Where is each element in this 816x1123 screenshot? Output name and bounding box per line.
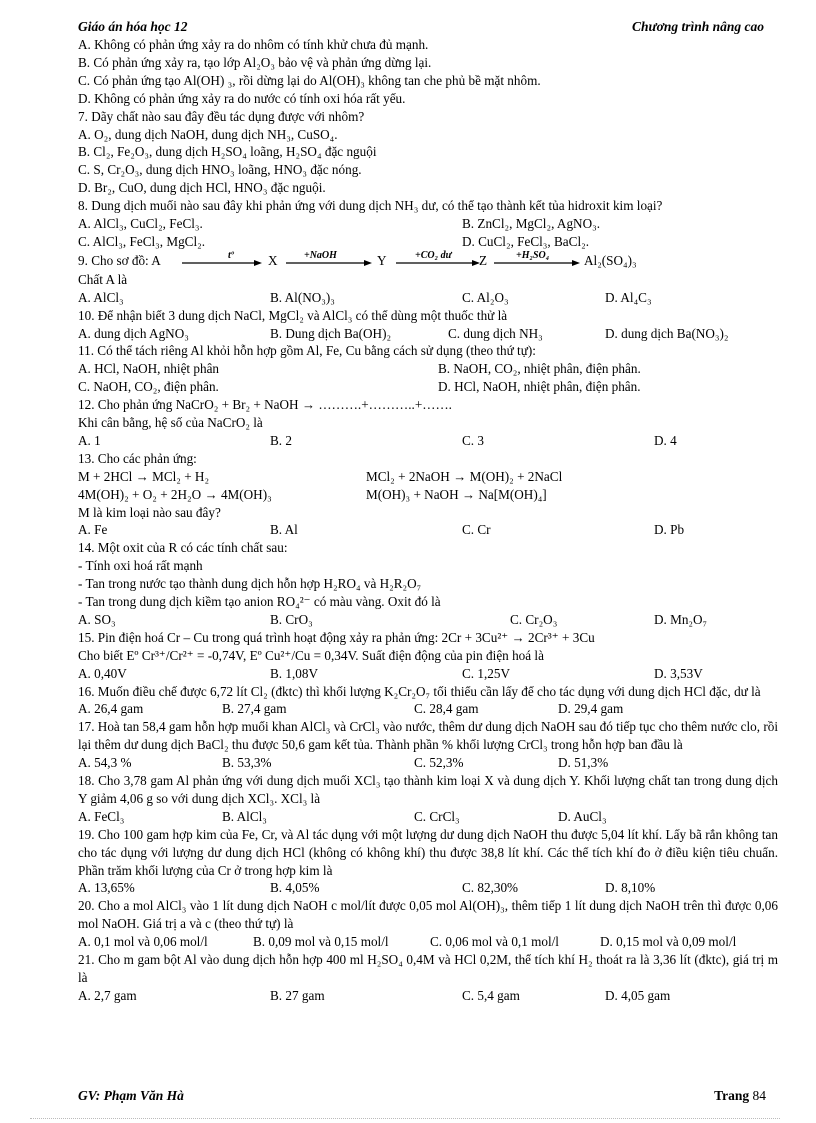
options-row [78, 933, 778, 951]
option-a: A. Fe [78, 522, 108, 538]
scheme-label: 9. Cho sơ đồ: A [78, 252, 161, 268]
option-c: C. dung dịch NH₃ [448, 325, 543, 341]
text-line: C. Có phản ứng tạo Al(OH) ₃, rồi dừng lại do Al(OH)₃ không tan che phủ bề mặt nhôm. [78, 72, 541, 88]
option: D. Br₂, CuO, dung dịch HCl, HNO₃ đặc nguội. [78, 180, 326, 196]
footer-author: GV: Phạm Văn Hà [78, 1088, 184, 1103]
options-row [78, 325, 778, 343]
option-d: D. 51,3% [558, 755, 609, 771]
bottom-divider [30, 1118, 780, 1119]
option-c: C. 82,30% [462, 880, 519, 896]
option-d: D. 0,15 mol và 0,09 mol/l [600, 934, 737, 950]
option-d: D. Mn₂O₇ [654, 611, 708, 627]
options-row [78, 289, 778, 307]
page-label: Trang [714, 1088, 750, 1103]
options-row [78, 215, 778, 233]
option-a: A. AlCl₃, CuCl₂, FeCl₃. [78, 216, 203, 232]
question-18: 18. Cho 3,78 gam Al phản ứng với dung dịch muối XCl₃ tạo thành kim loại X và dung dịch Y. Khối lượng chất tan trong dung dịch Y giảm 4,06 g so với dung dịch XCl₃. XCl₃ là [78, 773, 778, 806]
options-row [78, 378, 778, 396]
option-a: A. 2,7 gam [78, 987, 137, 1003]
option-d: D. HCl, NaOH, nhiệt phân, điện phân. [438, 379, 641, 395]
option-c: C. 1,25V [462, 665, 510, 681]
option-a: A. AlCl₃ [78, 289, 124, 305]
option-a: A. 0,40V [78, 665, 127, 681]
question-20: 20. Cho a mol AlCl₃ vào 1 lít dung dịch NaOH c mol/lít được 0,05 mol Al(OH)₃, thêm tiếp 1 lít dung dịch NaOH trên thì được 0,06 mol NaOH. Giá trị a và c (theo thứ tự) là [78, 898, 778, 932]
option-c: C. AlCl₃, FeCl₃, MgCl₂. [78, 233, 206, 249]
options-row [78, 665, 778, 683]
option-c: C. Cr₂O₃ [510, 611, 558, 627]
options-row [78, 808, 778, 826]
option-c: C. 5,4 gam [462, 987, 520, 1003]
question-15: 15. Pin điện hoá Cr – Cu trong quá trình hoạt động xảy ra phản ứng: 2Cr + 3Cu²⁺ → 2Cr³⁺ + 3Cu [78, 629, 595, 645]
option-d: D. dung dịch Ba(NO₃)₂ [605, 325, 729, 341]
text-line: B. Có phản ứng xảy ra, tạo lớp Al₂O₃ bảo vệ và phản ứng dừng lại. [78, 54, 432, 70]
option-b: B. CrO₃ [270, 611, 313, 627]
question-8: 8. Dung dịch muối nào sau đây khi phản ứng với dung dịch NH₃ dư, có thể tạo thành kết tủa hidroxit kim loại? [78, 198, 663, 214]
arrow-label: +CO₂ dư [415, 249, 452, 261]
options-row [78, 987, 778, 1005]
question-19: 19. Cho 100 gam hợp kim của Fe, Cr, và Al tác dụng với một lượng dư dung dịch NaOH thu được 5,04 lít khí. Lấy bã rắn không tan cho tác dụng với lượng dư dung dịch HCl (không có không khí) thu được 38,8 lít khí. Các thể tích khí đo ở điều kiện tiêu chuẩn. Phần trăm khối lượng của Cr ở trong hợp kim là [78, 826, 778, 878]
option-a: A. 0,1 mol và 0,06 mol/l [78, 934, 208, 950]
options-row [78, 700, 778, 718]
question-13: 13. Cho các phản ứng: [78, 450, 197, 466]
option-c: C. Cr [462, 522, 491, 538]
option-d: D. Al₄C₃ [605, 289, 652, 305]
option-b: B. NaOH, CO₂, nhiệt phân, điện phân. [438, 361, 641, 377]
property: - Tan trong nước tạo thành dung dịch hỗn hợp H₂RO₄ và H₂R₂O₇ [78, 576, 422, 592]
option-b: B. 0,09 mol và 0,15 mol/l [253, 934, 389, 950]
option-a: A. dung dịch AgNO₃ [78, 325, 189, 341]
text-line: A. Không có phản ứng xảy ra do nhôm có tính khử chưa đủ mạnh. [78, 37, 429, 52]
reaction: MCl₂ + 2NaOH → M(OH)₂ + 2NaCl [366, 468, 563, 484]
option-b: B. ZnCl₂, MgCl₂, AgNO₃. [462, 216, 600, 232]
page-header [78, 18, 778, 36]
text-line: D. Không có phản ứng xảy ra do nước có tính oxi hóa rất yếu. [78, 90, 406, 106]
option-c: C. 28,4 gam [414, 701, 479, 717]
option-a: A. 1 [78, 432, 101, 448]
option: C. S, Cr₂O₃, dung dịch HNO₃ loãng, HNO₃ đặc nóng. [78, 162, 362, 178]
option-c: C. CrCl₃ [414, 808, 460, 824]
arrow-icon [182, 253, 262, 269]
option-d: D. Pb [654, 522, 685, 538]
question-9-sub: Chất A là [78, 271, 128, 287]
options-row [78, 360, 778, 378]
options-row [78, 611, 778, 629]
option-a: A. 54,3 % [78, 755, 132, 771]
option-c: C. 3 [462, 432, 484, 448]
property: - Tan trong dung dịch kiềm tạo anion RO₄²⁻ có màu vàng. Oxit đó là [78, 594, 441, 610]
arrow-label: tº [228, 249, 234, 261]
options-row [78, 521, 778, 539]
scheme-y: Y [377, 252, 387, 268]
question-7: 7. Dãy chất nào sau đây đều tác dụng được với nhôm? [78, 108, 365, 124]
question-14: 14. Một oxit của R có các tính chất sau: [78, 540, 288, 556]
option-a: A. 13,65% [78, 880, 135, 896]
scheme-x: X [268, 252, 278, 268]
property: - Tính oxi hoá rất mạnh [78, 558, 203, 574]
option-a: A. 26,4 gam [78, 701, 144, 717]
question-11: 11. Có thể tách riêng Al khỏi hỗn hợp gồm Al, Fe, Cu bằng cách sử dụng (theo thứ tự): [78, 343, 536, 359]
question-15-sub: Cho biết Eº Cr³⁺/Cr²⁺ = -0,74V, Eº Cu²⁺/Cu = 0,34V. Suất điện động của pin điện hoá là [78, 647, 544, 663]
page-footer [78, 1088, 766, 1104]
option-b: B. 4,05% [270, 880, 320, 896]
option-b: B. AlCl₃ [222, 808, 267, 824]
arrow-label: +NaOH [304, 249, 337, 261]
option-b: B. 1,08V [270, 665, 318, 681]
option: B. Cl₂, Fe₂O₃, dung dịch H₂SO₄ loãng, H₂SO₄ đặc nguội [78, 144, 377, 160]
option-d: D. 29,4 gam [558, 701, 624, 717]
question-12: 12. Cho phản ứng NaCrO₂ + Br₂ + NaOH → ……….+………..+……. [78, 397, 452, 413]
option-b: B. 53,3% [222, 755, 272, 771]
reaction: M(OH)₃ + NaOH → Na[M(OH)₄] [366, 486, 547, 502]
option-a: A. SO₃ [78, 611, 116, 627]
option-b: B. Al [270, 522, 298, 538]
header-right: Chương trình nâng cao [631, 19, 764, 34]
options-row [78, 754, 778, 772]
reaction-row [78, 486, 778, 504]
option-d: D. CuCl₂, FeCl₃, BaCl₂. [462, 233, 590, 249]
option-a: A. FeCl₃ [78, 808, 125, 824]
question-17: 17. Hoà tan 58,4 gam hỗn hợp muối khan AlCl₃ và CrCl₃ vào nước, thêm dư dung dịch NaOH sau đó tiếp tục cho thêm nước clo, rồi lại thêm dư dung dịch BaCl₂ thu được 50,6 gam kết tủa. Thành phần % khối lượng CrCl₃ trong hỗn hợp ban đầu là [78, 719, 778, 753]
reaction-scheme [78, 251, 778, 271]
option-b: B. 2 [270, 432, 292, 448]
question-13-sub: M là kim loại nào sau đây? [78, 504, 221, 520]
options-row [78, 879, 778, 897]
option-d: D. 4 [654, 432, 677, 448]
option-b: B. 27 gam [270, 987, 325, 1003]
option-d: D. 8,10% [605, 880, 656, 896]
option-b: B. 27,4 gam [222, 701, 287, 717]
option: A. O₂, dung dịch NaOH, dung dịch NH₃, CuSO₄. [78, 126, 338, 142]
reaction-row [78, 468, 778, 486]
page-number: 84 [752, 1088, 766, 1103]
arrow-label: +H₂SO₄ [516, 249, 550, 261]
option-b: B. Dung dịch Ba(OH)₂ [270, 325, 392, 341]
option-b: B. Al(NO₃)₃ [270, 289, 335, 305]
option-c: C. NaOH, CO₂, điện phân. [78, 379, 219, 395]
question-16: 16. Muốn điều chế được 6,72 lít Cl₂ (đktc) thì khối lượng K₂Cr₂O₇ tối thiểu cần lấy để cho tác dụng với dung dịch HCl đặc, dư là [78, 683, 761, 699]
option-a: A. HCl, NaOH, nhiệt phân [78, 361, 220, 377]
scheme-z: Z [479, 252, 488, 268]
page-number-block [714, 1088, 766, 1104]
question-21: 21. Cho m gam bột Al vào dung dịch hỗn hợp 400 ml H₂SO₄ 0,4M và HCl 0,2M, thể tích khí H₂ thoát ra là 3,36 lít (đktc), giá trị m là [78, 952, 778, 985]
question-10: 10. Để nhận biết 3 dung dịch NaCl, MgCl₂ và AlCl₃ có thể dùng một thuốc thử là [78, 307, 508, 323]
header-left: Giáo án hóa học 12 [78, 19, 188, 34]
reaction: M + 2HCl → MCl₂ + H₂ [78, 468, 210, 484]
document-page [78, 18, 778, 1005]
reaction: 4M(OH)₂ + O₂ + 2H₂O → 4M(OH)₃ [78, 486, 272, 502]
options-row [78, 432, 778, 450]
option-d: D. 4,05 gam [605, 987, 671, 1003]
option-c: C. 0,06 mol và 0,1 mol/l [430, 934, 559, 950]
option-c: C. Al₂O₃ [462, 289, 509, 305]
option-d: D. 3,53V [654, 665, 703, 681]
option-c: C. 52,3% [414, 755, 464, 771]
scheme-product: Al₂(SO₄)₃ [584, 252, 637, 268]
question-12-sub: Khi cân bằng, hệ số của NaCrO₂ là [78, 415, 263, 431]
option-d: D. AuCl₃ [558, 808, 607, 824]
